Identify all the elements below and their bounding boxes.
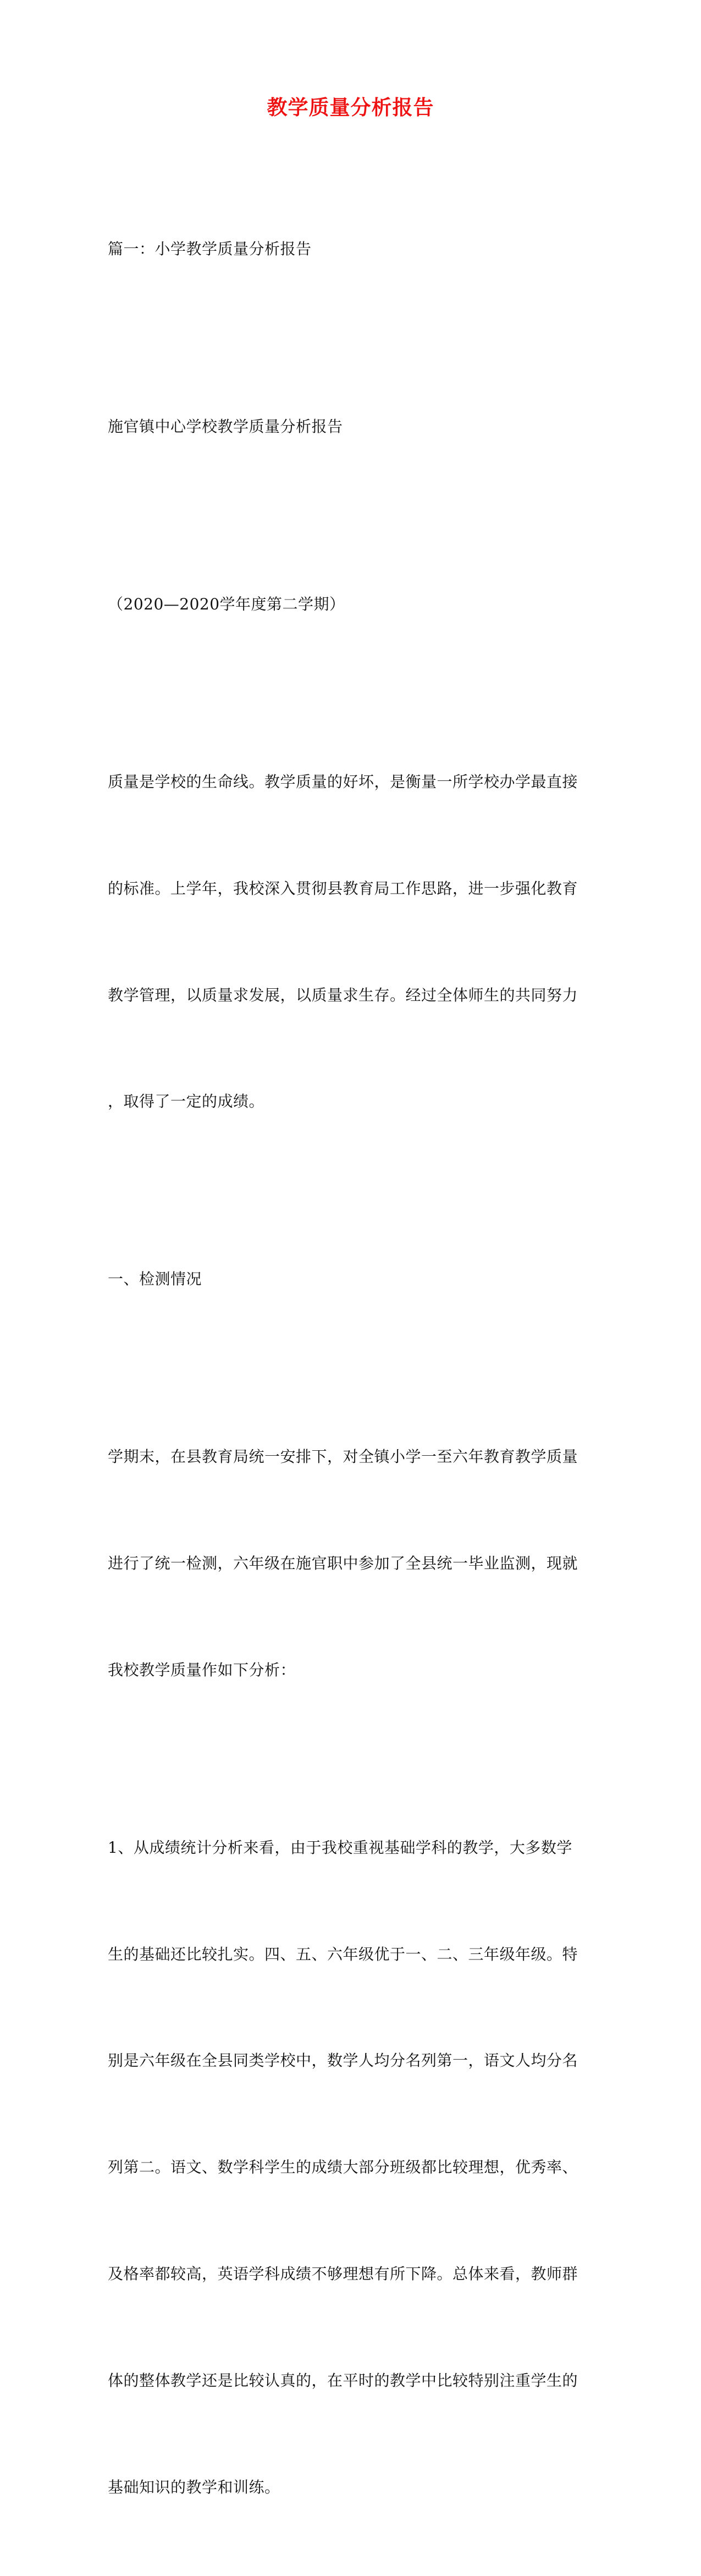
text-line: 学期末，在县教育局统一安排下，对全镇小学一至六年教育教学质量: [108, 1447, 578, 1466]
text-line: 别是六年级在全县同类学校中，数学人均分名列第一，语文人均分名: [108, 2051, 578, 2070]
text-line: 我校教学质量作如下分析：: [108, 1660, 296, 1679]
document-body: [108, 161, 603, 2576]
text-line: ，取得了一定的成绩。: [108, 1092, 265, 1111]
text-line: 及格率都较高，英语学科成绩不够理想有所下降。总体来看，教师群: [108, 2265, 578, 2283]
testing-paragraph: [108, 1368, 603, 1759]
text-line: 施官镇中心学校教学质量分析报告: [108, 417, 343, 436]
text-line: 篇一：小学教学质量分析报告: [108, 240, 312, 258]
section-heading-part-one: [108, 161, 603, 338]
text-line: 基础知识的教学和训练。: [108, 2478, 280, 2496]
text-line: （2020—2020学年度第二学期）: [108, 595, 345, 614]
document-title: 教学质量分析报告: [267, 95, 434, 119]
text-line: 一、检测情况: [108, 1270, 202, 1289]
report-subtitle: [108, 338, 603, 516]
text-line: 列第二。语文、数学科学生的成绩大部分班级都比较理想，优秀率、: [108, 2158, 578, 2177]
text-line: 1、从成绩统计分析来看，由于我校重视基础学科的教学，大多数学: [108, 1838, 572, 1857]
text-line: 的标准。上学年，我校深入贯彻县教育局工作思路，进一步强化教育: [108, 879, 578, 898]
text-line: 教学管理，以质量求发展，以质量求生存。经过全体师生的共同努力: [108, 986, 578, 1004]
text-line: 质量是学校的生命线。教学质量的好坏，是衡量一所学校办学最直接: [108, 773, 578, 791]
text-line: 体的整体教学还是比较认真的，在平时的教学中比较特别注重学生的: [108, 2371, 578, 2390]
intro-paragraph: [108, 693, 603, 1191]
analysis-paragraph: [108, 1759, 603, 2576]
text-line: 进行了统一检测，六年级在施官职中参加了全县统一毕业监测，现就: [108, 1554, 578, 1573]
report-term: [108, 516, 603, 693]
text-line: 生的基础还比较扎实。四、五、六年级优于一、二、三年级年级。特: [108, 1945, 578, 1963]
section-heading-testing: [108, 1191, 603, 1368]
